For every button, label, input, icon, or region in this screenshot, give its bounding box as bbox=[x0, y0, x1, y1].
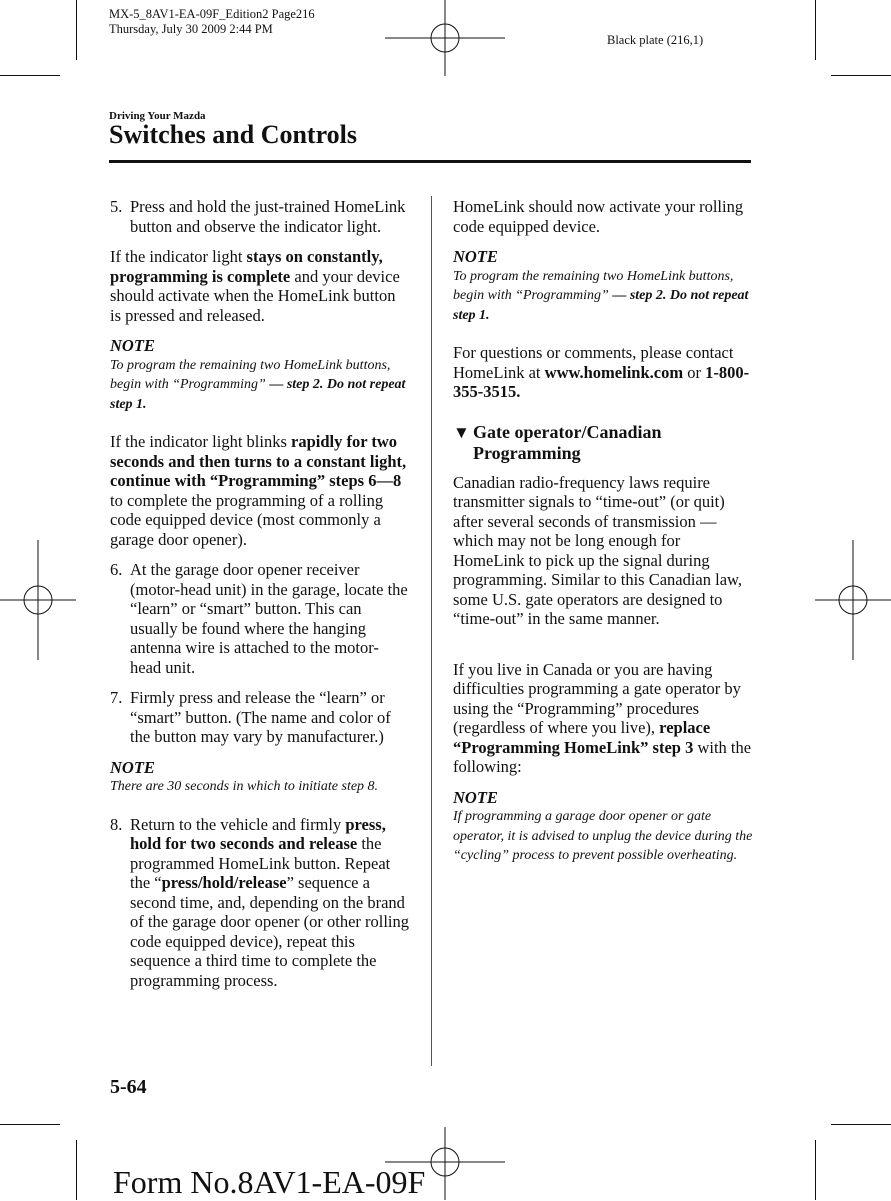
text: and your device should activate when the HomeLink button is pressed and released. bbox=[110, 266, 400, 325]
note-heading: NOTE bbox=[110, 336, 155, 355]
step-text: Press and hold the just-trained HomeLink button and observe the indicator light. bbox=[130, 197, 406, 236]
emphasis: press/hold/release bbox=[161, 873, 287, 892]
page-number: 5-64 bbox=[110, 1076, 147, 1098]
registration-mark-icon bbox=[811, 540, 891, 660]
step-number: 7. bbox=[110, 688, 123, 707]
text: To program the remaining two HomeLink buttons, begin with “Programming” bbox=[110, 357, 391, 392]
paragraph: HomeLink should now activate your rolling code equipped device. bbox=[453, 197, 744, 236]
text: If you live in Canada or you are having difficulties programming a gate operator by using the “Programming” procedures (regardless of where you live), bbox=[453, 659, 741, 737]
note-body: There are 30 seconds in which to initiate step 8. bbox=[110, 779, 379, 794]
step-text: At the garage door opener receiver (motor-head unit) in the garage, locate the “learn” or “smart” button. This can usually be found where the hanging antenna wire is attached to the motor-head unit. bbox=[130, 560, 408, 677]
step-text: Firmly press and release the “learn” or “smart” button. (The name and color of the button may vary by manufacturer.) bbox=[130, 688, 391, 746]
crop-mark bbox=[815, 1140, 816, 1200]
phone-number: 1-800-355-3515. bbox=[453, 362, 750, 401]
crop-mark bbox=[815, 0, 816, 60]
text: with the following: bbox=[453, 737, 752, 776]
text: Return to the vehicle and firmly bbox=[130, 814, 346, 834]
step-number: 8. bbox=[110, 814, 123, 834]
subsection-title: Gate operator/Canadian Programming bbox=[473, 421, 662, 463]
crop-mark bbox=[76, 0, 77, 60]
text: If the indicator light bbox=[110, 247, 247, 266]
crop-mark bbox=[0, 1124, 60, 1125]
crop-mark bbox=[831, 75, 891, 76]
print-meta-file: MX-5_8AV1-EA-09F_Edition2 Page216 bbox=[109, 7, 315, 21]
spacer bbox=[453, 640, 753, 660]
emphasis: press, hold for two seconds and release bbox=[130, 814, 386, 853]
paragraph: Canadian radio-frequency laws require transmitter signals to “time-out” (or quit) after several seconds of transmission — which may not be long enough for HomeLink to pick up the signal during programming. Similar to this Canadian law, some U.S. gate operators are designed to “time-out” in the same manner. bbox=[453, 472, 743, 628]
text: For questions or comments, please contact HomeLink at bbox=[453, 343, 734, 382]
paragraph bbox=[453, 343, 753, 402]
print-meta-date: Thursday, July 30 2009 2:44 PM bbox=[109, 22, 273, 36]
form-number: Form No.8AV1-EA-09F bbox=[113, 1164, 426, 1200]
paragraph bbox=[110, 247, 410, 325]
registration-mark-icon bbox=[385, 0, 505, 80]
text: ” sequence a second time, and, depending on the brand of the garage door opener (or other rolling code equipped device), repeat this sequence a third time to complete the programming process. bbox=[130, 873, 410, 990]
crop-mark bbox=[0, 75, 60, 76]
emphasis: stays on constantly, programming is complete bbox=[110, 247, 383, 286]
page-title: Switches and Controls bbox=[109, 120, 358, 149]
section-label: Driving Your Mazda bbox=[109, 110, 206, 122]
subsection-heading bbox=[453, 422, 753, 464]
right-column bbox=[453, 197, 753, 884]
note-heading: NOTE bbox=[453, 247, 498, 266]
emphasis: — step 2. Do not repeat step 1. bbox=[453, 288, 749, 323]
step-6 bbox=[110, 560, 410, 677]
note-body: If programming a garage door opener or gate operator, it is advised to unplug the device during the “cycling” process to prevent possible overheating. bbox=[453, 809, 753, 863]
emphasis: replace “Programming HomeLink” step 3 bbox=[453, 718, 711, 757]
step-number: 6. bbox=[110, 560, 123, 579]
emphasis: rapidly for two seconds and then turns to a constant light, continue with “Programming” steps 6—8 bbox=[110, 432, 407, 490]
text: the programmed HomeLink button. Repeat the “ bbox=[130, 834, 391, 892]
link-text: www.homelink.com bbox=[544, 362, 684, 382]
triangle-down-icon: ▼ bbox=[453, 422, 470, 442]
note-heading: NOTE bbox=[453, 787, 498, 807]
note-body bbox=[110, 356, 410, 415]
column-divider bbox=[431, 196, 432, 1066]
print-meta bbox=[109, 7, 315, 37]
crop-mark bbox=[76, 1140, 77, 1200]
note-body bbox=[453, 267, 753, 326]
plate-label: Black plate (216,1) bbox=[607, 33, 704, 47]
step-7 bbox=[110, 688, 410, 747]
text: If the indicator light blinks bbox=[110, 432, 292, 451]
text: To program the remaining two HomeLink buttons, begin with “Programming” bbox=[453, 268, 734, 303]
text: to complete the programming of a rolling code equipped device (most commonly a garage door opener). bbox=[110, 490, 384, 549]
step-5 bbox=[110, 197, 410, 236]
emphasis: — step 2. Do not repeat step 1. bbox=[110, 377, 406, 412]
left-column bbox=[110, 197, 410, 1001]
paragraph bbox=[453, 660, 753, 777]
crop-mark bbox=[831, 1124, 891, 1125]
note-heading: NOTE bbox=[110, 757, 155, 777]
step-text bbox=[130, 815, 409, 990]
step-number: 5. bbox=[110, 197, 123, 216]
title-divider bbox=[109, 160, 751, 163]
paragraph bbox=[110, 432, 410, 549]
registration-mark-icon bbox=[0, 540, 80, 660]
text: or bbox=[683, 362, 706, 382]
step-8 bbox=[110, 815, 410, 991]
